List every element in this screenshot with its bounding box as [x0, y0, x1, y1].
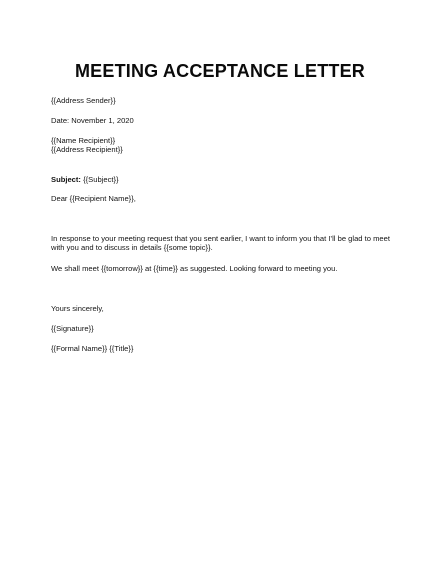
recipient-name: {{Name Recipient}}: [51, 136, 116, 145]
body-line-1: In response to your meeting request that you sent earlier, I want to inform you that I’ll be glad to meet: [51, 234, 390, 243]
body-line-2: with you and to discuss in details {{some topic}}.: [51, 243, 213, 252]
subject-line: [51, 175, 119, 185]
formal-name-title: {{Formal Name}} {{Title}}: [51, 344, 134, 353]
date-line: Date: November 1, 2020: [51, 116, 134, 125]
subject-value: {{Subject}}: [80, 175, 119, 184]
letter-title: MEETING ACCEPTANCE LETTER: [74, 61, 365, 81]
body-line-3: We shall meet {{tomorrow}} at {{time}} as suggested. Looking forward to meeting you.: [51, 264, 338, 273]
subject-label: Subject:: [51, 175, 81, 184]
signature-placeholder: {{Signature}}: [51, 324, 94, 333]
salutation: Dear {{Recipient Name}},: [51, 194, 136, 203]
sender-address: {{Address Sender}}: [51, 96, 116, 105]
recipient-address: {{Address Recipient}}: [51, 145, 123, 154]
closing: Yours sincerely,: [51, 304, 104, 313]
